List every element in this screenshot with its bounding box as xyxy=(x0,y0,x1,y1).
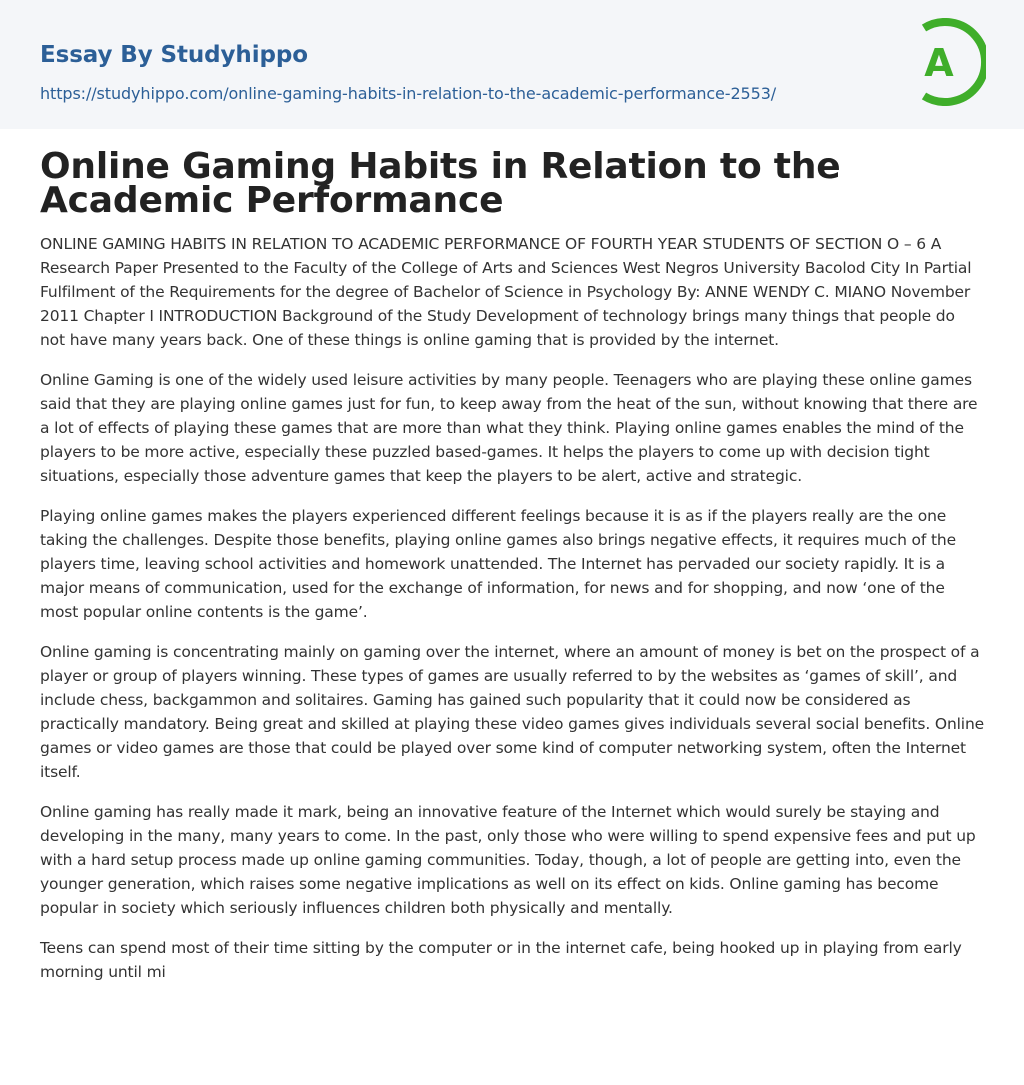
essay-content xyxy=(40,146,984,1000)
essay-paragraph: Teens can spend most of their time sitting by the computer or in the internet cafe, being hooked up in playing from early morning until mi xyxy=(40,939,962,981)
essay-url-link[interactable]: https://studyhippo.com/online-gaming-habits-in-relation-to-the-academic-performance-2553/ xyxy=(40,84,777,103)
site-header xyxy=(0,0,1024,129)
essay-paragraph: Playing online games makes the players experienced different feelings because it is as if the players really are the one taking the challenges. Despite those benefits, playing online games also brings negative effects, it requires much of the players time, leaving school activities and homework unattended. The Internet has pervaded our society rapidly. It is a major means of communication, used for the exchange of information, for news and for shopping, and now ‘one of the most popular online contents is the game’. xyxy=(40,507,956,621)
essay-paragraph: ONLINE GAMING HABITS IN RELATION TO ACADEMIC PERFORMANCE OF FOURTH YEAR STUDENTS OF SECTION O – 6 A Research Paper Presented to the Faculty of the College of Arts and Sciences West Negros University Bacolod City In Partial Fulfilment of the Requirements for the degree of Bachelor of Science in Psychology By: ANNE WENDY C. MIANO November 2011 Chapter I INTRODUCTION Background of the Study Development of technology brings many things that people do not have many years back. One of these things is online gaming that is provided by the internet. xyxy=(40,235,972,349)
studyhippo-logo-icon[interactable] xyxy=(912,18,986,106)
essay-paragraph: Online gaming is concentrating mainly on gaming over the internet, where an amount of money is bet on the prospect of a player or group of players winning. These types of games are usually referred to by the websites as ‘games of skill’, and include chess, backgammon and solitaires. Gaming has gained such popularity that it could now be considered as practically mandatory. Being great and skilled at playing these video games gives individuals several social benefits. Online games or video games are those that could be played over some kind of computer networking system, often the Internet itself. xyxy=(40,643,984,781)
essay-title: Online Gaming Habits in Relation to the Academic Performance xyxy=(40,146,841,221)
logo-letter: A xyxy=(924,41,954,85)
essay-paragraph: Online Gaming is one of the widely used leisure activities by many people. Teenagers who are playing these online games said that they are playing online games just for fun, to keep away from the heat of the sun, without knowing that there are a lot of effects of playing these games that are more than what they think. Playing online games enables the mind of the players to be more active, especially these puzzled based-games. It helps the players to come up with decision tight situations, especially those adventure games that keep the players to be alert, active and strategic. xyxy=(40,371,978,485)
essay-paragraph: Online gaming has really made it mark, being an innovative feature of the Internet which would surely be staying and developing in the many, many years to come. In the past, only those who were willing to spend expensive fees and put up with a hard setup process made up online gaming communities. Today, though, a lot of people are getting into, even the younger generation, which raises some negative implications as well on its effect on kids. Online gaming has become popular in society which seriously influences children both physically and mentally. xyxy=(40,803,976,917)
site-brand[interactable]: Essay By Studyhippo xyxy=(40,42,308,68)
